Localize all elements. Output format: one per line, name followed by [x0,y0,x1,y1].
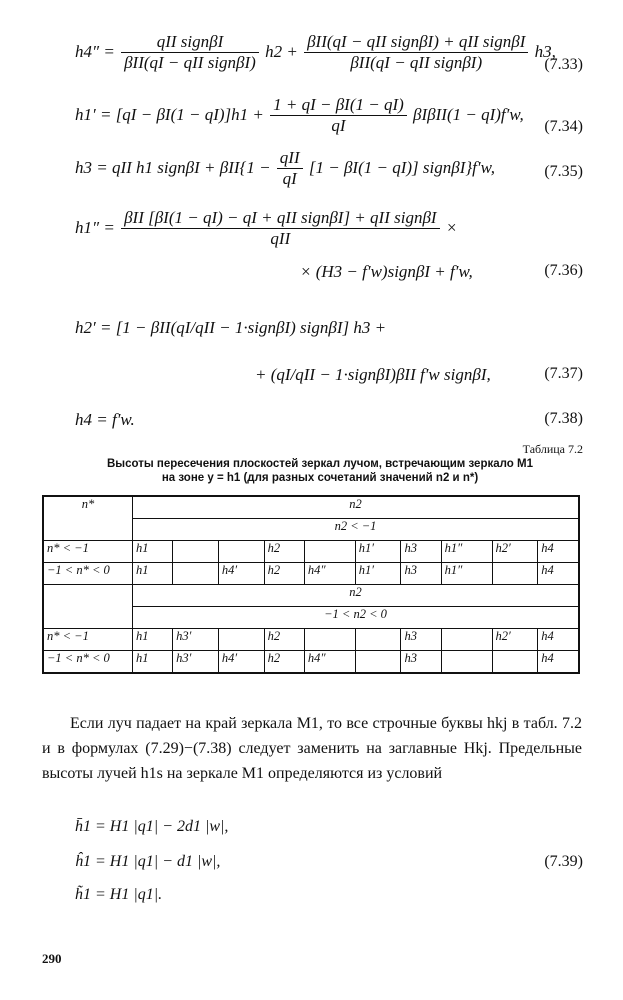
equation-7-35: h3 = qII h1 signβI + βII{1 − $\frac{\text{qII}}{qI}$ [1 − βI(1 − qI)] signβI}f′w, [75,148,495,189]
table-title: Высоты пересечения плоскостей зеркал лучом, встречающим зеркало M1 на зоне y = h1 (для разных сочетаний значений n2 и n*) [107,458,533,485]
equation-7-37: h2′ = [1 − βII(qI/qII − 1·signβI) signβI] h3 + [75,318,387,337]
empty-corner [43,585,133,629]
table-row: −1 < n* < 0 h1 h3′ h4′ h2 h4″ h3 h4 [43,651,579,674]
equation-7-37-line2: + (qI/qII − 1·signβI)βII f′w signβI, [255,365,491,384]
heights-table [42,495,580,674]
equation-number: (7.38) [544,410,583,427]
section-header: n2 [133,585,580,607]
equation-number: (7.37) [544,365,583,382]
table-row: n* < −1 h1 h2 h1′ h3 h1″ h2′ h4 [43,541,579,563]
section-header: n2 [133,496,580,519]
fraction: $\frac{\text{βII [βI(1 − qI) − qI + qII signβI] + qII signβI}}{\text{qII}}$ [121,208,440,250]
corner-header: n* [43,496,133,541]
condition-line: h̃1 = H1 |q1|. [75,886,163,903]
section-subheader: n2 < −1 [133,519,580,541]
equation-7-36-line2: × (H3 − f′w)signβI + f′w, [300,262,473,281]
body-paragraph: Если луч падает на край зеркала M1, то все строчные буквы hkj в табл. 7.2 и в формулах (7.29)−(7.38) следует заменить на заглавные Hkj. Предельные высоты лучей h1s на зеркале M1 определяются из условий [42,715,582,782]
fraction: $\frac{1 + qI - \beta I(1 - qI)}{qI}$ [270,95,407,137]
equation-number: (7.33) [544,56,583,73]
fraction: $\frac{\text{qII}}{qI}$ [277,148,303,190]
equation-number: (7.36) [544,262,583,279]
fraction: $\frac{\text{qII signβI}}{\text{βII(qI − qII signβI)}}$ [121,32,259,74]
equation-number: (7.35) [544,163,583,180]
equation-number: (7.34) [544,118,583,135]
equation-number: (7.39) [544,853,583,870]
fraction: $\frac{\text{βII(qI − qII signβI) + qII signβI}}{\text{βII(qI − qII signβI)}}$ [304,32,528,74]
equation-7-33: h4″ = $\frac{\text{qII signβI}}{\text{βII(qI − qII signβI)}}$ h2 + $\frac{\text{βII(qI − qII signβI) + qII signβI}}{\text{βII(qI − qII signβI)}}$ h3, [75,32,556,73]
section-subheader: −1 < n2 < 0 [133,607,580,629]
condition-line: ĥ1 = H1 |q1| − d1 |w|, [75,853,221,870]
table-row: n* < −1 h1 h3′ h2 h3 h2′ h4 [43,629,579,651]
equation-7-38: h4 = f′w. [75,410,135,429]
table-label: Таблица 7.2 [522,442,583,456]
page-number: 290 [42,951,62,966]
equation-7-34: h1′ = [qI − βI(1 − qI)]h1 + $\frac{1 + qI - \beta I(1 - qI)}{qI}$ βIβII(1 − qI)f′w, [75,95,524,136]
table-row: −1 < n* < 0 h1 h4′ h2 h4″ h1′ h3 h1″ h4 [43,563,579,585]
equation-7-36: h1″ = $\frac{\text{βII [βI(1 − qI) − qI + qII signβI] + qII signβI}}{\text{qII}}$ × [75,208,458,249]
condition-line: h̄1 = H1 |q1| − 2d1 |w|, [75,818,229,835]
